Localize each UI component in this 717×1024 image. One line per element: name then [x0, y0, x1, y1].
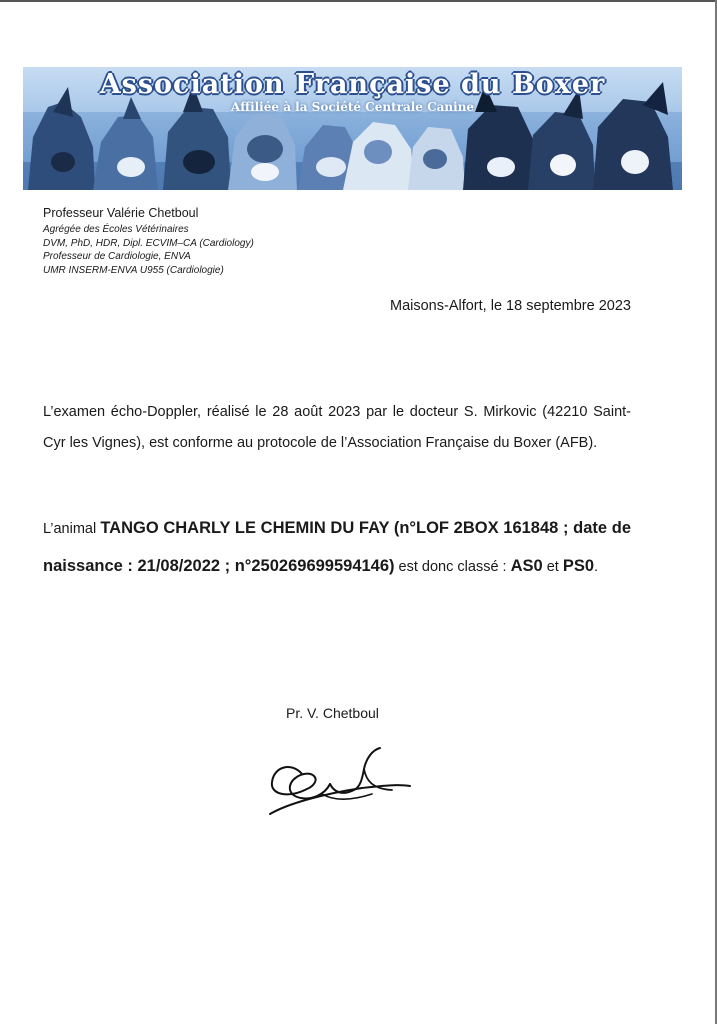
- author-credential: Agrégée des Écoles Vétérinaires: [43, 224, 189, 235]
- association-subtitle: Affiliée à la Société Centrale Canine: [230, 100, 475, 114]
- date-line: Maisons-Alfort, le 18 septembre 2023: [390, 298, 631, 314]
- author-block: [43, 206, 254, 277]
- association-title: Association Française du Boxer: [99, 69, 606, 100]
- signer-name: Pr. V. Chetboul: [286, 705, 379, 721]
- animal-details: TANGO CHARLY LE CHEMIN DU FAY (n°LOF 2BOX 161848 ; date de naissance : 21/08/2022 ; n°250269699594146): [43, 519, 631, 575]
- exam-paragraph: L’examen écho-Doppler, réalisé le 28 août 2023 par le docteur S. Mirkovic (42210 Saint-Cyr les Vignes), est conforme au protocole de l’Association Française du Boxer (AFB).: [43, 404, 631, 451]
- prefix-text: L’animal: [43, 521, 101, 537]
- suffix-text: .: [594, 559, 599, 575]
- handwritten-signature: [262, 744, 417, 824]
- author-credential: Professeur de Cardiologie, ENVA: [43, 251, 191, 262]
- grade-as: AS0: [510, 557, 543, 575]
- author-credential: DVM, PhD, HDR, Dipl. ECVIM–CA (Cardiology): [43, 237, 254, 249]
- conjunction-text: et: [542, 559, 563, 575]
- classification-paragraph: [43, 510, 631, 586]
- top-border: [0, 0, 717, 2]
- grade-ps: PS0: [562, 557, 595, 575]
- middle-text: est donc classé :: [394, 559, 511, 575]
- author-name: Professeur Valérie Chetboul: [43, 206, 199, 220]
- author-credential: UMR INSERM-ENVA U955 (Cardiologie): [43, 264, 224, 276]
- header-banner: [23, 67, 682, 190]
